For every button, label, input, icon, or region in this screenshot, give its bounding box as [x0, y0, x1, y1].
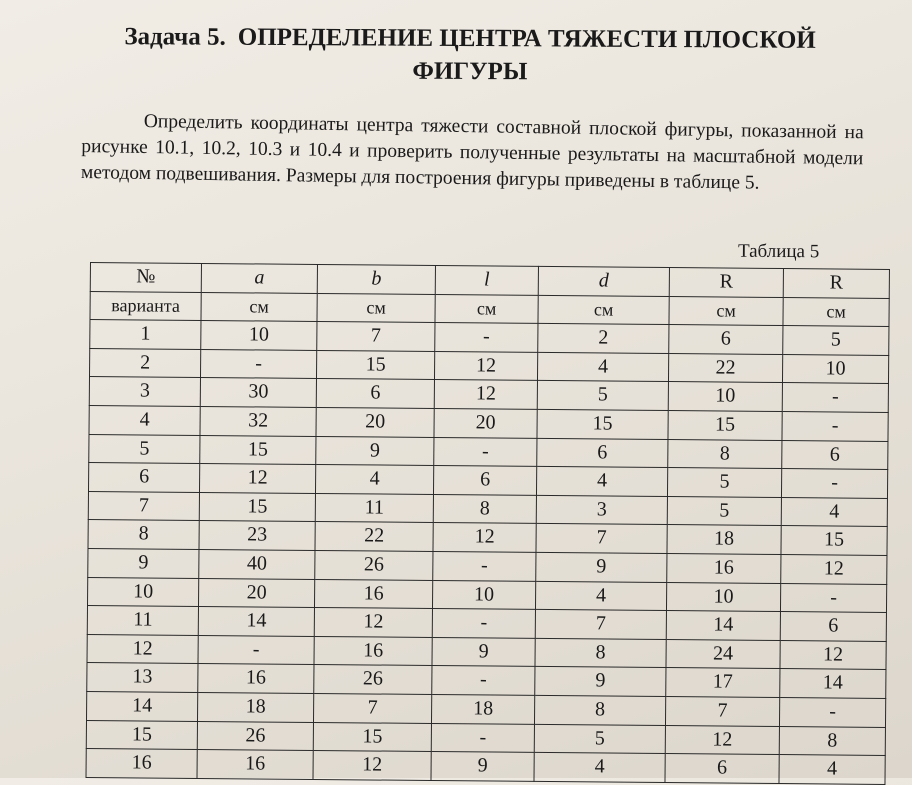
header-symbol-cell: l — [435, 266, 538, 295]
table-caption: Таблица 5 — [737, 240, 820, 263]
table-cell: 18 — [431, 694, 534, 723]
table-cell: 20 — [316, 407, 434, 437]
table-cell: 32 — [200, 406, 316, 436]
task-title-line1: ОПРЕДЕЛЕНИЕ ЦЕНТРА ТЯЖЕСТИ ПЛОСКОЙ — [237, 23, 816, 54]
header-unit-cell: см — [201, 292, 317, 322]
table-cell: 12 — [434, 351, 537, 380]
table-cell: 22 — [315, 522, 433, 552]
table-cell: 7 — [313, 693, 431, 723]
variant-number-cell: 5 — [89, 434, 200, 464]
table-cell: 17 — [666, 668, 780, 698]
table-cell: 10 — [201, 321, 317, 351]
table-cell: 14 — [780, 669, 886, 699]
variant-number-cell: 6 — [88, 463, 199, 493]
table-cell: 8 — [433, 494, 536, 523]
table-cell: 9 — [536, 552, 667, 582]
table-cell: 16 — [197, 750, 313, 780]
header-symbol-cell: R — [669, 268, 783, 298]
table-cell: 26 — [314, 665, 432, 695]
table-cell: - — [779, 697, 885, 727]
table-cell: 22 — [668, 353, 782, 383]
table-cell: 4 — [779, 755, 885, 785]
table-cell: 6 — [665, 754, 779, 784]
task-description: Определить координаты центра тяжести составной плоской фигуры, показанной на рисунке 10.1, 10.2, 10.3 и 10.4 и проверить полученные результаты на масштабной модели методом подвешивания. Размеры для построения фигуры приведены в таблице 5. — [80, 110, 864, 194]
table-cell: 15 — [316, 350, 434, 380]
table-cell: 26 — [315, 550, 433, 580]
table-cell: 16 — [314, 636, 432, 666]
table-cell: 6 — [316, 379, 434, 409]
table-cell: 4 — [535, 581, 666, 611]
header-unit-cell: см — [783, 297, 889, 327]
table-cell: 9 — [535, 667, 666, 697]
table-cell: 4 — [536, 467, 667, 497]
table-cell: 16 — [314, 579, 432, 609]
variant-number-cell: 7 — [88, 491, 199, 521]
header-symbol-cell: a — [201, 263, 317, 293]
table-cell: 12 — [199, 464, 315, 494]
table-cell: - — [198, 635, 314, 665]
table-cell: 9 — [316, 436, 434, 466]
table-cell: 12 — [313, 751, 431, 781]
table-cell: 30 — [200, 378, 316, 408]
table-cell: 7 — [665, 696, 779, 726]
table-cell: 6 — [433, 466, 536, 495]
table-cell: 4 — [537, 352, 668, 382]
table-cell: 6 — [780, 612, 886, 642]
variant-number-cell: 4 — [89, 405, 200, 435]
table-cell: 12 — [665, 725, 779, 755]
table-cell: 14 — [198, 607, 314, 637]
table-cell: - — [780, 583, 886, 613]
table-cell: 15 — [668, 411, 782, 441]
table-cell: 15 — [537, 409, 668, 439]
table-cell: 18 — [667, 525, 781, 555]
table-cell: 12 — [434, 380, 537, 409]
variant-number-cell: 1 — [90, 320, 201, 350]
variants-table — [85, 262, 889, 785]
variant-number-cell: 3 — [89, 377, 200, 407]
table-cell: 12 — [433, 523, 536, 552]
variant-number-cell: 13 — [87, 663, 198, 693]
table-cell: 40 — [199, 549, 315, 579]
table-cell: 16 — [198, 664, 314, 694]
table-cell: 15 — [199, 492, 315, 522]
header-unit-cell: см — [538, 295, 669, 325]
table-cell: 15 — [781, 526, 887, 556]
header-symbol-cell: b — [317, 264, 435, 294]
table-cell: 10 — [782, 354, 888, 384]
table-cell: 5 — [667, 468, 781, 498]
table-cell: 8 — [535, 638, 666, 668]
table-row — [86, 749, 885, 785]
table-cell: 10 — [668, 382, 782, 412]
variant-number-cell: 9 — [88, 548, 199, 578]
table-cell: - — [432, 666, 535, 695]
table-cell: - — [431, 723, 534, 752]
table-cell: 10 — [432, 580, 535, 609]
table-cell: 12 — [780, 640, 886, 670]
table-cell: 9 — [432, 637, 535, 666]
table-cell: - — [432, 609, 535, 638]
variant-number-cell: 8 — [88, 520, 199, 550]
table-cell: 6 — [669, 325, 783, 355]
task-number: Задача 5. — [124, 23, 226, 51]
variants-table-wrapper — [85, 262, 889, 785]
task-heading — [100, 20, 840, 90]
variant-number-cell: 2 — [89, 348, 200, 378]
header-symbol-cell: R — [783, 269, 889, 299]
header-symbol-cell: № — [90, 263, 201, 293]
table-cell: 15 — [313, 722, 431, 752]
table-cell: 24 — [666, 639, 780, 669]
table-cell: 9 — [431, 752, 534, 781]
table-cell: 8 — [779, 726, 885, 756]
header-unit-cell: см — [435, 294, 538, 323]
table-cell: 23 — [199, 521, 315, 551]
table-cell: 8 — [668, 439, 782, 469]
table-cell: 5 — [783, 326, 889, 356]
table-cell: - — [434, 437, 537, 466]
variant-number-cell: 12 — [87, 634, 198, 664]
table-cell: 5 — [667, 496, 781, 526]
table-cell: - — [435, 323, 538, 352]
table-cell: 18 — [197, 692, 313, 722]
table-cell: - — [782, 412, 888, 442]
table-cell: 6 — [537, 438, 668, 468]
table-cell: 12 — [781, 554, 887, 584]
table-cell: 5 — [537, 381, 668, 411]
task-title-line2: ФИГУРЫ — [412, 57, 528, 86]
header-unit-cell: см — [669, 296, 783, 326]
variant-number-cell: 14 — [87, 691, 198, 721]
table-cell: 12 — [314, 608, 432, 638]
variant-number-cell: 10 — [88, 577, 199, 607]
table-cell: 7 — [317, 322, 435, 352]
table-cell: 7 — [535, 610, 666, 640]
header-unit-cell: варианта — [90, 291, 201, 321]
table-cell: - — [200, 349, 316, 379]
table-cell: 14 — [666, 611, 780, 641]
table-cell: 15 — [200, 435, 316, 465]
variant-number-cell: 15 — [86, 720, 197, 750]
table-cell: 2 — [538, 324, 669, 354]
table-cell: 20 — [434, 408, 537, 437]
header-unit-cell: см — [317, 293, 435, 323]
header-symbol-cell: d — [538, 266, 669, 296]
table-cell: 11 — [315, 493, 433, 523]
table-cell: 26 — [197, 721, 313, 751]
variant-number-cell: 16 — [86, 749, 197, 779]
variant-number-cell: 11 — [87, 606, 198, 636]
table-cell: 20 — [198, 578, 314, 608]
table-cell: 4 — [534, 752, 665, 782]
table-cell: - — [782, 383, 888, 413]
table-cell: 4 — [781, 497, 887, 527]
table-cell: 8 — [534, 695, 665, 725]
table-cell: 16 — [667, 553, 781, 583]
table-cell: 5 — [534, 724, 665, 754]
table-cell: 7 — [536, 524, 667, 554]
table-cell: 4 — [315, 465, 433, 495]
table-cell: 10 — [666, 582, 780, 612]
table-cell: - — [433, 551, 536, 580]
table-cell: 3 — [536, 495, 667, 525]
table-cell: 6 — [782, 440, 888, 470]
table-cell: - — [781, 469, 887, 499]
